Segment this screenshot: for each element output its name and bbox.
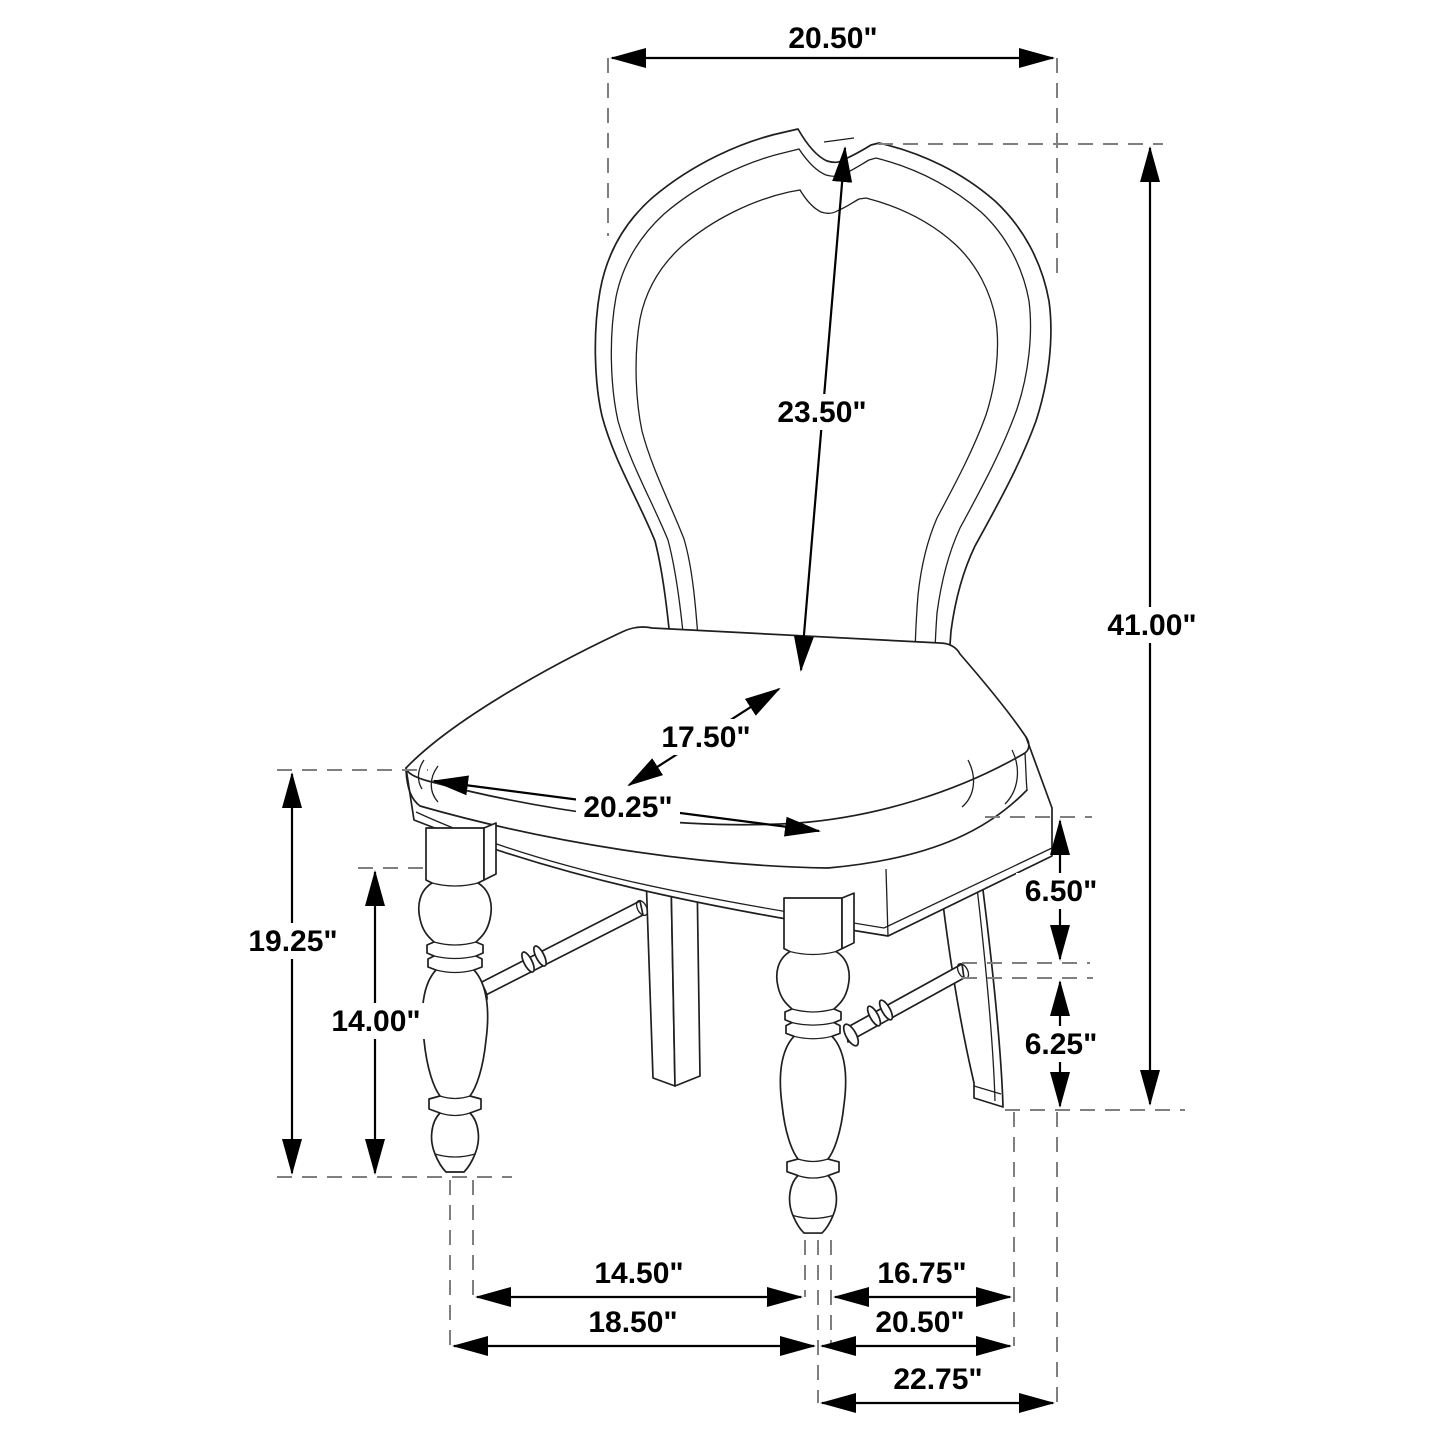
dim-stretcher-to-floor: [1016, 982, 1106, 1106]
chair-seat: [406, 627, 1052, 936]
dim-front-leg-height: [324, 872, 428, 1173]
chair-right-stretcher: [841, 962, 971, 1048]
dim-back-height-label: 23.50": [777, 396, 867, 429]
dim-seat-height-label: 19.25": [248, 925, 338, 958]
chair-rear-left-leg: [646, 874, 675, 1086]
dim-seat-to-stretcher-label: 6.50": [1024, 875, 1098, 908]
dim-overall-depth-label: 22.75": [893, 1363, 983, 1396]
dim-side-depth-outer: [822, 1306, 1010, 1346]
dim-stretcher-to-floor-label: 6.25": [1024, 1028, 1098, 1061]
chair-left-stretcher: [470, 899, 650, 1004]
dim-front-width-outer-label: 18.50": [588, 1306, 678, 1339]
dim-side-spacing-inner-label: 16.75": [877, 1257, 967, 1290]
dim-side-spacing-inner: [835, 1257, 1010, 1297]
dim-front-leg-spacing-label: 14.50": [594, 1257, 684, 1290]
dim-seat-width-label: 20.25": [583, 791, 673, 824]
dim-overall-height: [1099, 148, 1205, 1104]
dim-front-leg-spacing: [477, 1257, 801, 1297]
dim-overall-height-label: 41.00": [1107, 609, 1197, 642]
chair-crest-notch: [824, 138, 854, 142]
dim-overall-back-width-label: 20.50": [788, 22, 878, 55]
chair-drawing: [406, 129, 1052, 1233]
dim-front-width-outer: [454, 1306, 814, 1346]
chair-front-right-leg: [777, 893, 854, 1233]
chair-front-left-leg: [419, 823, 496, 1172]
dim-front-leg-height-label: 14.00": [331, 1005, 421, 1038]
dim-side-depth-outer-label: 20.50": [875, 1306, 965, 1339]
dim-seat-depth-label: 17.50": [661, 721, 751, 754]
chair-rear-left-leg-side: [671, 874, 700, 1086]
dim-overall-back-width: [612, 22, 1053, 58]
dim-seat-height: [241, 774, 345, 1173]
dim-overall-depth: [822, 1363, 1053, 1403]
